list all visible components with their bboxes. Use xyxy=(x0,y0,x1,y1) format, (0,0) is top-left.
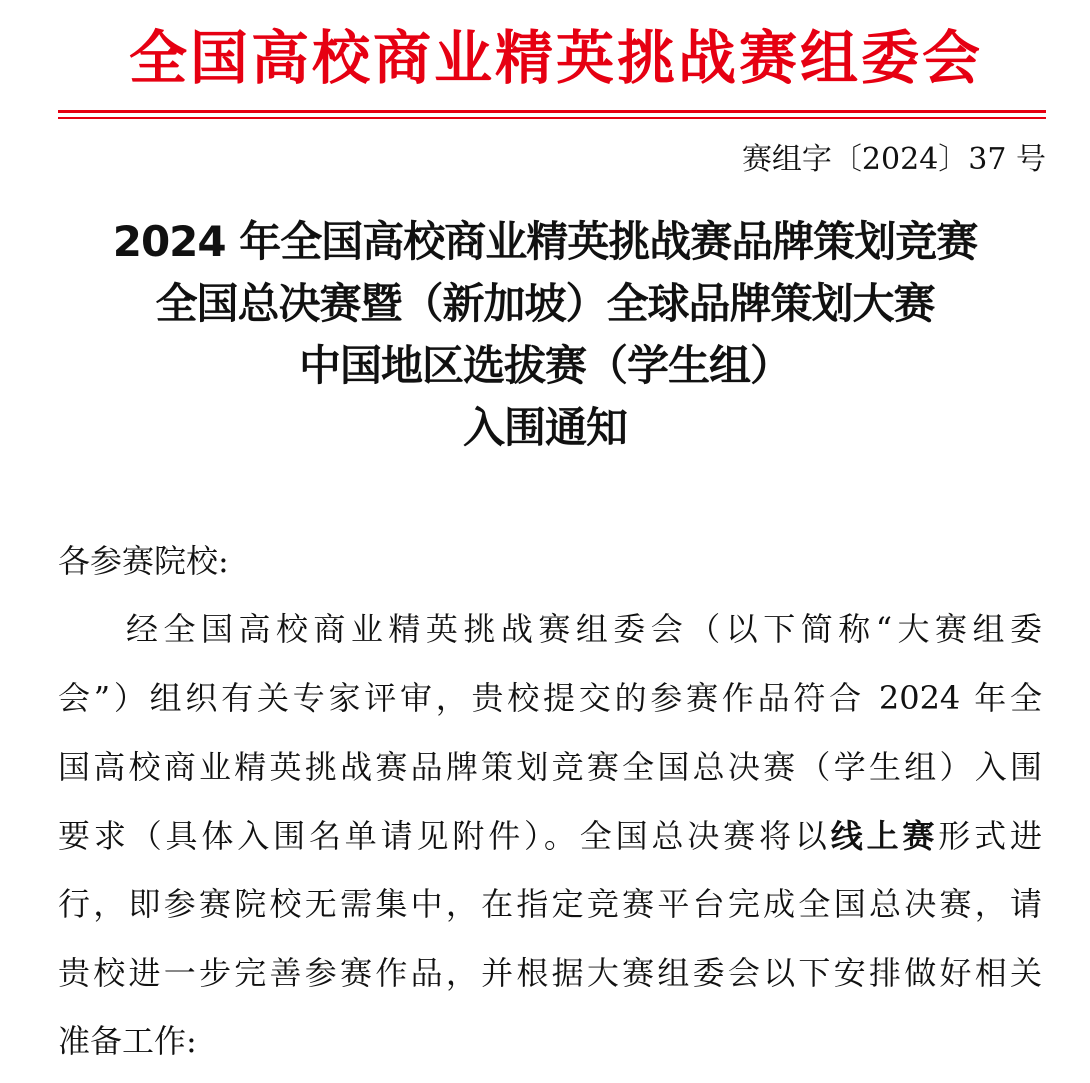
body-line-4 xyxy=(58,812,1042,860)
body-line-6: 贵校进一步完善参赛作品，并根据大赛组委会以下安排做好相关 xyxy=(58,954,1042,992)
body-line-7: 准备工作: xyxy=(58,1022,197,1060)
body-line-1: 经全国高校商业精英挑战赛组委会（以下简称“大赛组委 xyxy=(126,610,1042,648)
title-line-3: 中国地区选拔赛（学生组） xyxy=(298,341,791,390)
letterhead-rule-thin xyxy=(58,117,1046,119)
body-line-4-start: 要求（具体入围名单请见附件）。全国总决赛将以 xyxy=(58,817,831,855)
body-line-4-end: 形式进 xyxy=(938,817,1042,855)
body-line-2: 会”）组织有关专家评审，贵校提交的参赛作品符合 2024 年全 xyxy=(58,679,1042,717)
title-line-4: 入围通知 xyxy=(462,403,627,452)
letterhead-rule-thick xyxy=(58,110,1046,113)
body-line-3: 国高校商业精英挑战赛品牌策划竞赛全国总决赛（学生组）入围 xyxy=(58,748,1042,786)
title-line-1: 2024 年全国高校商业精英挑战赛品牌策划竞赛 xyxy=(112,217,978,266)
letterhead-org-name: 全国高校商业精英挑战赛组委会 xyxy=(128,24,983,92)
title-line-2: 全国总决赛暨（新加坡）全球品牌策划大赛 xyxy=(155,279,935,328)
body-line-5: 行，即参赛院校无需集中，在指定竞赛平台完成全国总决赛，请 xyxy=(58,885,1042,923)
document-number: 赛组字〔2024〕37 号 xyxy=(741,142,1046,177)
salutation: 各参赛院校: xyxy=(58,542,229,580)
online-competition-emphasis: 线上赛 xyxy=(830,817,939,855)
